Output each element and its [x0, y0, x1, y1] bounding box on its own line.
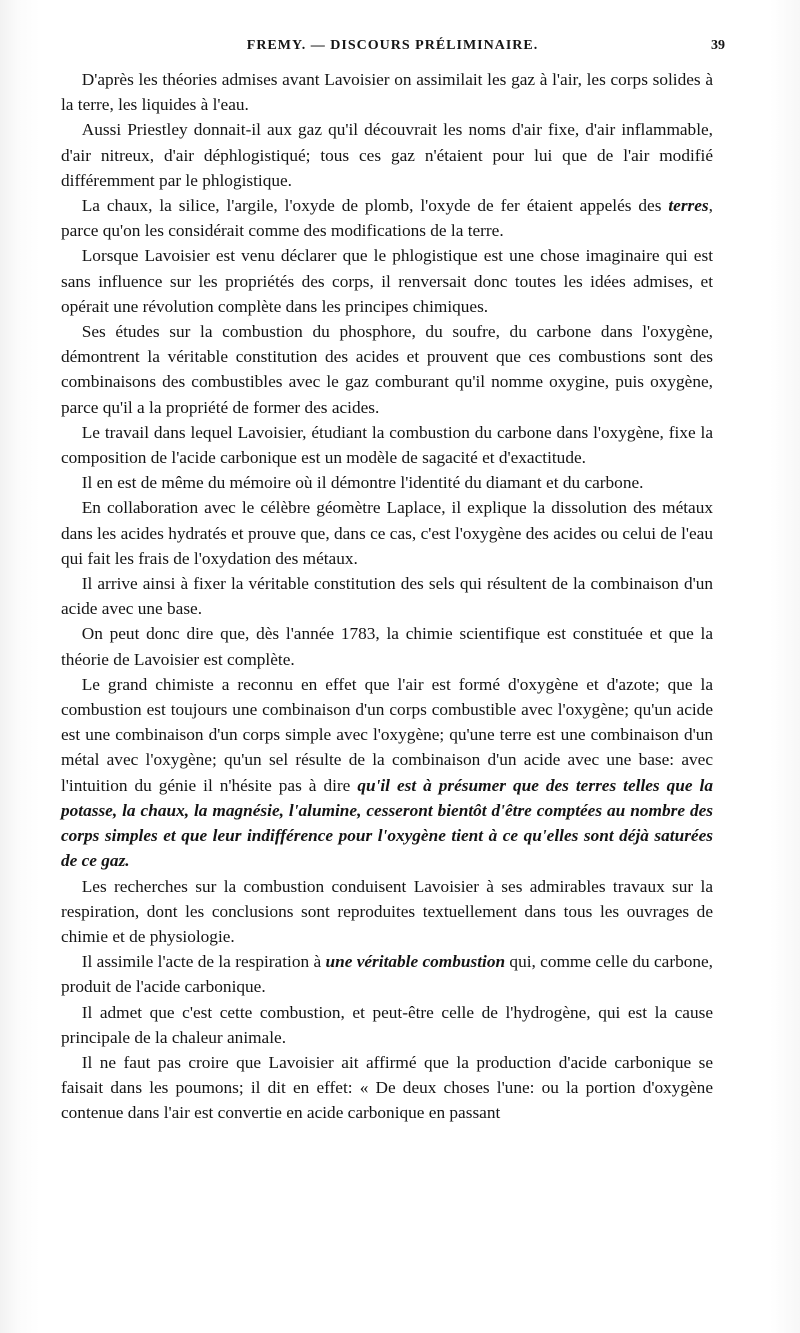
- paragraph: [61, 193, 713, 243]
- page-number: 39: [711, 38, 725, 53]
- paragraph: Ses études sur la combustion du phosphore, du soufre, du carbone dans l'oxygène, démontrent la véritable constitution des acides et prouvent que ces combustions sont des combinaisons des combustibles avec le gaz comburant qu'il nomme oxygine, puis oxygène, parce qu'il a la propriété de former des acides.: [61, 322, 713, 417]
- paragraph: [61, 672, 713, 874]
- paragraph-text: Le grand chimiste a reconnu en effet que l'air est formé d'oxygène et d'azote; que la combustion est toujours une combinaison d'un corps combustible avec l'oxygène; qu'un acide est une combinaison d'un corps simple avec l'oxygène; qu'une terre est une combinaison d'un métal avec l'oxygène; qu'un sel résulte de la combinaison d'un acide avec une base: avec l'intuition du génie il n'hésite pas à dire: [61, 674, 713, 795]
- paragraph-text: , parce qu'on les considérait comme des modifications de la terre.: [61, 196, 713, 241]
- paragraph: Le travail dans lequel Lavoisier, étudiant la combustion du carbone dans l'oxygène, fixe la composition de l'acide carbonique est un modèle de sagacité et d'exactitude.: [61, 422, 713, 468]
- paragraph: On peut donc dire que, dès l'année 1783, la chimie scientifique est constituée et que la théorie de Lavoisier est complète.: [61, 624, 713, 669]
- paragraph: Les recherches sur la combustion conduisent Lavoisier à ses admirables travaux sur la respiration, dont les conclusions sont reproduites textuellement dans tous les ouvrages de chimie et de physiologie.: [61, 876, 713, 946]
- page-header: [60, 38, 725, 62]
- paragraph: Il admet que c'est cette combustion, et peut-être celle de l'hydrogène, qui est la cause principale de la chaleur animale.: [61, 1002, 713, 1047]
- paragraph: Il arrive ainsi à fixer la véritable constitution des sels qui résultent de la combinaison d'un acide avec une base.: [61, 574, 713, 619]
- paragraph: [61, 949, 713, 999]
- emphasized-text: terres: [668, 196, 709, 216]
- emphasized-text: une véritable combustion: [325, 952, 506, 972]
- paragraph: En collaboration avec le célèbre géomètre Laplace, il explique la dissolution des métaux dans les acides hydratés et prouve que, dans ce cas, c'est l'oxygène des acides ou celui de l'eau qui fait les frais de l'oxydation des métaux.: [61, 498, 713, 568]
- paragraph-text: qui, comme celle du carbone, produit de l'acide carbonique.: [61, 952, 713, 997]
- paragraph: Il ne faut pas croire que Lavoisier ait affirmé que la production d'acide carbonique se faisait dans les poumons; il dit en effet: « De deux choses l'une: ou la portion d'oxygène contenue dans l'air est convertie en acide carbonique en passant: [61, 1052, 713, 1123]
- body-text: [61, 67, 713, 1126]
- running-head: FREMY. — DISCOURS PRÉLIMINAIRE.: [246, 38, 539, 53]
- paragraph-text: La chaux, la silice, l'argile, l'oxyde de plomb, l'oxyde de fer étaient appelés des: [81, 196, 669, 216]
- emphasized-quote: qu'il est à présumer que des terres telles que la potasse, la chaux, la magnésie, l'alumine, cesseront bientôt d'être comptées au nombre des corps simples et que leur indifférence pour l'oxygène tient à ce qu'elles sont déjà saturées de ce gaz.: [61, 775, 713, 871]
- paragraph: D'après les théories admises avant Lavoisier on assimilait les gaz à l'air, les corps solides à la terre, les liquides à l'eau.: [61, 70, 713, 115]
- paragraph: Il en est de même du mémoire où il démontre l'identité du diamant et du carbone.: [81, 473, 644, 493]
- paragraph: Lorsque Lavoisier est venu déclarer que le phlogistique est une chose imaginaire qui est sans influence sur les propriétés des corps, il renversait donc toutes les idées admises, et opérait une révolution complète dans les principes chimiques.: [61, 246, 713, 316]
- paragraph-text: Il assimile l'acte de la respiration à: [81, 952, 326, 972]
- paragraph: Aussi Priestley donnait-il aux gaz qu'il découvrait les noms d'air fixe, d'air inflammable, d'air nitreux, d'air déphlogistiqué; tous ces gaz n'étaient pour lui que de l'air modifié différemment par le phlogistique.: [61, 120, 713, 190]
